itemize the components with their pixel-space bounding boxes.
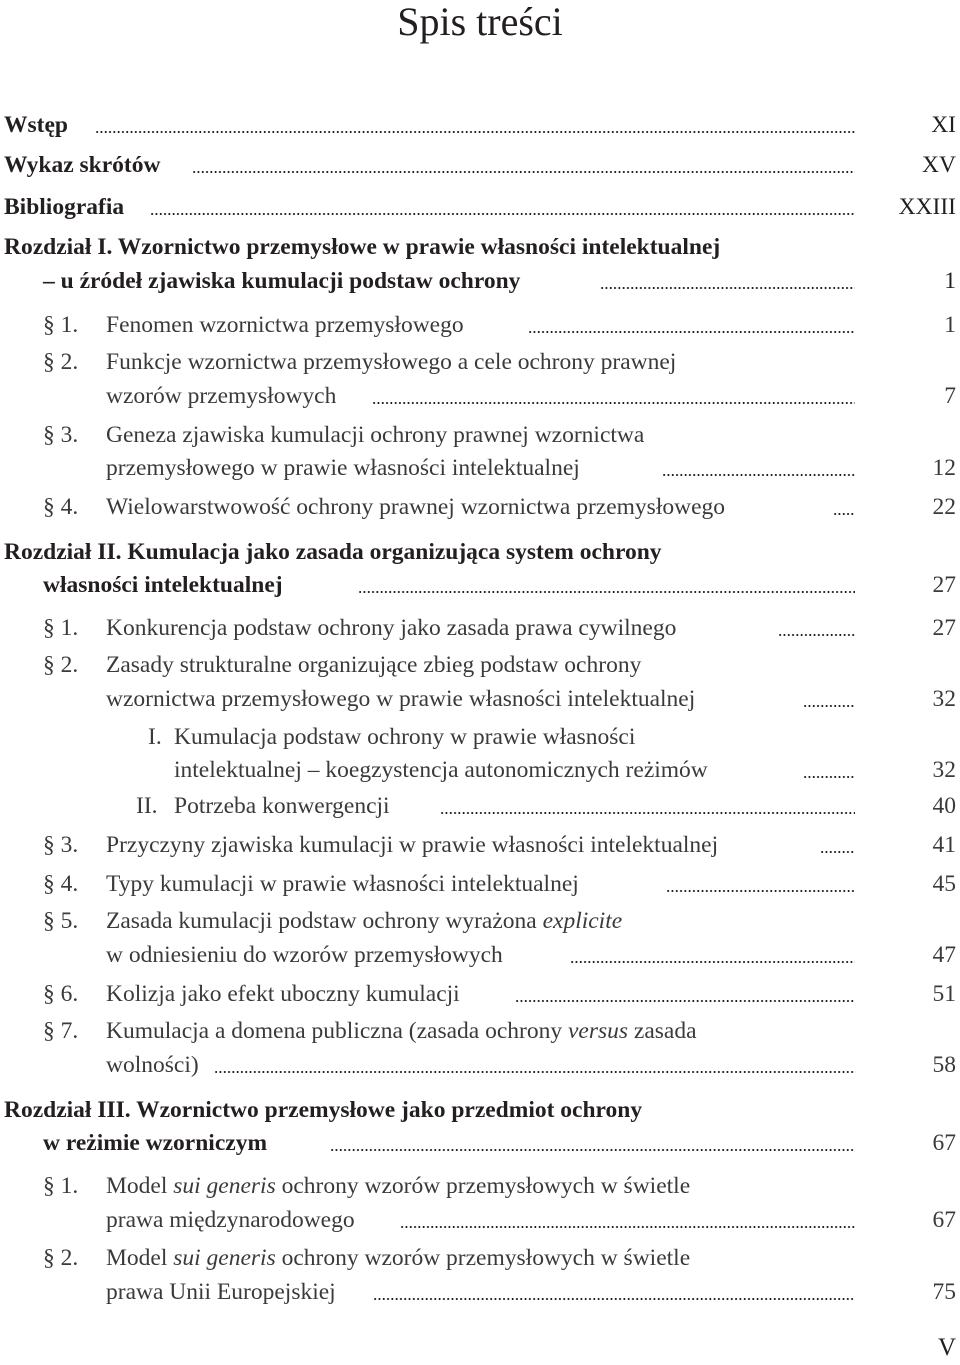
- dot-leader: [214, 1071, 855, 1073]
- toc-entry-ch2-s5-cont[interactable]: w odniesieniu do wzorów przemysłowych: [106, 942, 503, 968]
- section-number: § 1.: [43, 615, 79, 641]
- toc-entry-ch2-s2[interactable]: Zasady strukturalne organizujące zbieg podstaw ochrony: [106, 652, 642, 678]
- subsection-number: I.: [148, 724, 162, 750]
- dot-leader: [820, 851, 855, 853]
- toc-entry-ch2-s7[interactable]: [106, 1016, 697, 1046]
- page-number: V: [937, 1334, 956, 1361]
- toc-entry-wstep[interactable]: Wstęp: [4, 112, 68, 138]
- dot-leader: [803, 776, 855, 778]
- toc-entry-ch2-sub2[interactable]: Potrzeba konwergencji: [174, 793, 390, 819]
- entry-text: ochrony wzorów przemysłowych w świetle: [275, 1173, 691, 1199]
- section-number: § 3.: [43, 832, 79, 858]
- toc-entry-ch3-s1[interactable]: [106, 1171, 690, 1201]
- toc-entry-ch1-s3[interactable]: Geneza zjawiska kumulacji ochrony prawnej wzornictwa: [106, 422, 645, 448]
- section-number: § 4.: [43, 871, 79, 897]
- section-number: § 4.: [43, 494, 79, 520]
- dot-leader: [515, 1000, 855, 1002]
- dot-leader: [372, 402, 855, 404]
- page-ref: XXIII: [898, 194, 956, 220]
- page-ref: 1: [944, 268, 956, 294]
- chapter-1-heading-cont[interactable]: – u źródeł zjawiska kumulacji podstaw ochrony: [43, 268, 521, 294]
- section-number: § 6.: [43, 981, 79, 1007]
- dot-leader: [440, 812, 855, 814]
- toc-entry-ch2-s4[interactable]: Typy kumulacji w prawie własności intelektualnej: [106, 871, 579, 897]
- toc-entry-ch2-sub1[interactable]: Kumulacja podstaw ochrony w prawie własności: [174, 724, 636, 750]
- entry-text: Model: [106, 1245, 174, 1271]
- entry-text-italic: versus: [567, 1018, 629, 1044]
- toc-entry-bibliografia[interactable]: Bibliografia: [4, 194, 125, 220]
- dot-leader: [662, 474, 855, 476]
- toc-entry-ch2-s5[interactable]: [106, 906, 622, 936]
- chapter-2-heading[interactable]: Rozdział II. Kumulacja jako zasada organizująca system ochrony: [4, 539, 662, 565]
- page-ref: 32: [932, 757, 956, 783]
- section-number: § 1.: [43, 1173, 79, 1199]
- toc-entry-wykaz-skrotow[interactable]: Wykaz skrótów: [4, 152, 161, 178]
- toc-entry-ch2-s1[interactable]: Konkurencja podstaw ochrony jako zasada prawa cywilnego: [106, 615, 677, 641]
- page-ref: 47: [932, 942, 956, 968]
- section-number: § 2.: [43, 349, 79, 375]
- section-number: § 2.: [43, 652, 79, 678]
- page-ref: 40: [932, 793, 956, 819]
- toc-entry-ch2-sub1-cont[interactable]: intelektualnej – koegzystencja autonomicznych reżimów: [174, 757, 708, 783]
- entry-text-italic: explicite: [542, 908, 623, 934]
- dot-leader: [528, 331, 855, 333]
- toc-entry-ch3-s1-cont[interactable]: prawa międzynarodowego: [106, 1207, 355, 1233]
- toc-entry-ch2-s3[interactable]: Przyczyny zjawiska kumulacji w prawie własności intelektualnej: [106, 832, 719, 858]
- toc-entry-ch1-s2-cont[interactable]: wzorów przemysłowych: [106, 383, 337, 409]
- page-ref: 58: [932, 1052, 956, 1078]
- entry-text: Kumulacja a domena publiczna (zasada ochrony: [106, 1018, 568, 1044]
- page-ref: 12: [932, 455, 956, 481]
- page-ref: XI: [931, 112, 956, 138]
- dot-leader: [95, 131, 855, 133]
- entry-text: Model: [106, 1173, 174, 1199]
- page-title: Spis treści: [397, 0, 563, 44]
- dot-leader: [778, 634, 855, 636]
- dot-leader: [192, 171, 855, 173]
- toc-entry-ch1-s1[interactable]: Fenomen wzornictwa przemysłowego: [106, 312, 464, 338]
- toc-entry-ch1-s4[interactable]: Wielowarstwowość ochrony prawnej wzornictwa przemysłowego: [106, 494, 725, 520]
- page-ref: 51: [932, 981, 956, 1007]
- page-ref: 41: [932, 832, 956, 858]
- chapter-2-heading-cont[interactable]: własności intelektualnej: [43, 572, 283, 598]
- page-ref: 75: [932, 1279, 956, 1305]
- page-ref: 67: [932, 1130, 956, 1156]
- dot-leader: [570, 961, 855, 963]
- dot-leader: [666, 890, 855, 892]
- section-number: § 7.: [43, 1018, 79, 1044]
- dot-leader: [600, 287, 855, 289]
- page-ref: XV: [922, 152, 956, 178]
- section-number: § 3.: [43, 422, 79, 448]
- page-ref: 22: [932, 494, 956, 520]
- dot-leader: [358, 591, 855, 593]
- entry-text: Zasada kumulacji podstaw ochrony wyrażona: [106, 908, 543, 934]
- dot-leader: [833, 513, 855, 515]
- page-ref: 1: [944, 312, 956, 338]
- toc-entry-ch3-s2-cont[interactable]: prawa Unii Europejskiej: [106, 1279, 336, 1305]
- page-ref: 32: [932, 686, 956, 712]
- entry-text: ochrony wzorów przemysłowych w świetle: [275, 1245, 691, 1271]
- toc-entry-ch1-s2[interactable]: Funkcje wzornictwa przemysłowego a cele ochrony prawnej: [106, 349, 677, 375]
- dot-leader: [330, 1149, 855, 1151]
- page-ref: 67: [932, 1207, 956, 1233]
- toc-entry-ch1-s3-cont[interactable]: przemysłowego w prawie własności intelektualnej: [106, 455, 580, 481]
- dot-leader: [373, 1298, 855, 1300]
- page-ref: 45: [932, 871, 956, 897]
- dot-leader: [400, 1226, 855, 1228]
- chapter-3-heading[interactable]: Rozdział III. Wzornictwo przemysłowe jako przedmiot ochrony: [4, 1097, 643, 1123]
- chapter-3-heading-cont[interactable]: w reżimie wzorniczym: [43, 1130, 268, 1156]
- entry-text: zasada: [628, 1018, 697, 1044]
- entry-text-italic: sui generis: [173, 1245, 276, 1271]
- chapter-1-heading[interactable]: Rozdział I. Wzornictwo przemysłowe w prawie własności intelektualnej: [4, 234, 721, 260]
- section-number: § 1.: [43, 312, 79, 338]
- page-ref: 27: [932, 572, 956, 598]
- page-ref: 27: [932, 615, 956, 641]
- toc-entry-ch3-s2[interactable]: [106, 1243, 690, 1273]
- section-number: § 5.: [43, 908, 79, 934]
- section-number: § 2.: [43, 1245, 79, 1271]
- toc-entry-ch2-s2-cont[interactable]: wzornictwa przemysłowego w prawie własności intelektualnej: [106, 686, 696, 712]
- dot-leader: [150, 213, 855, 215]
- dot-leader: [803, 705, 855, 707]
- subsection-number: II.: [136, 793, 158, 819]
- toc-entry-ch2-s7-cont[interactable]: wolności): [106, 1052, 199, 1078]
- entry-text-italic: sui generis: [173, 1173, 276, 1199]
- toc-entry-ch2-s6[interactable]: Kolizja jako efekt uboczny kumulacji: [106, 981, 460, 1007]
- page-ref: 7: [944, 383, 956, 409]
